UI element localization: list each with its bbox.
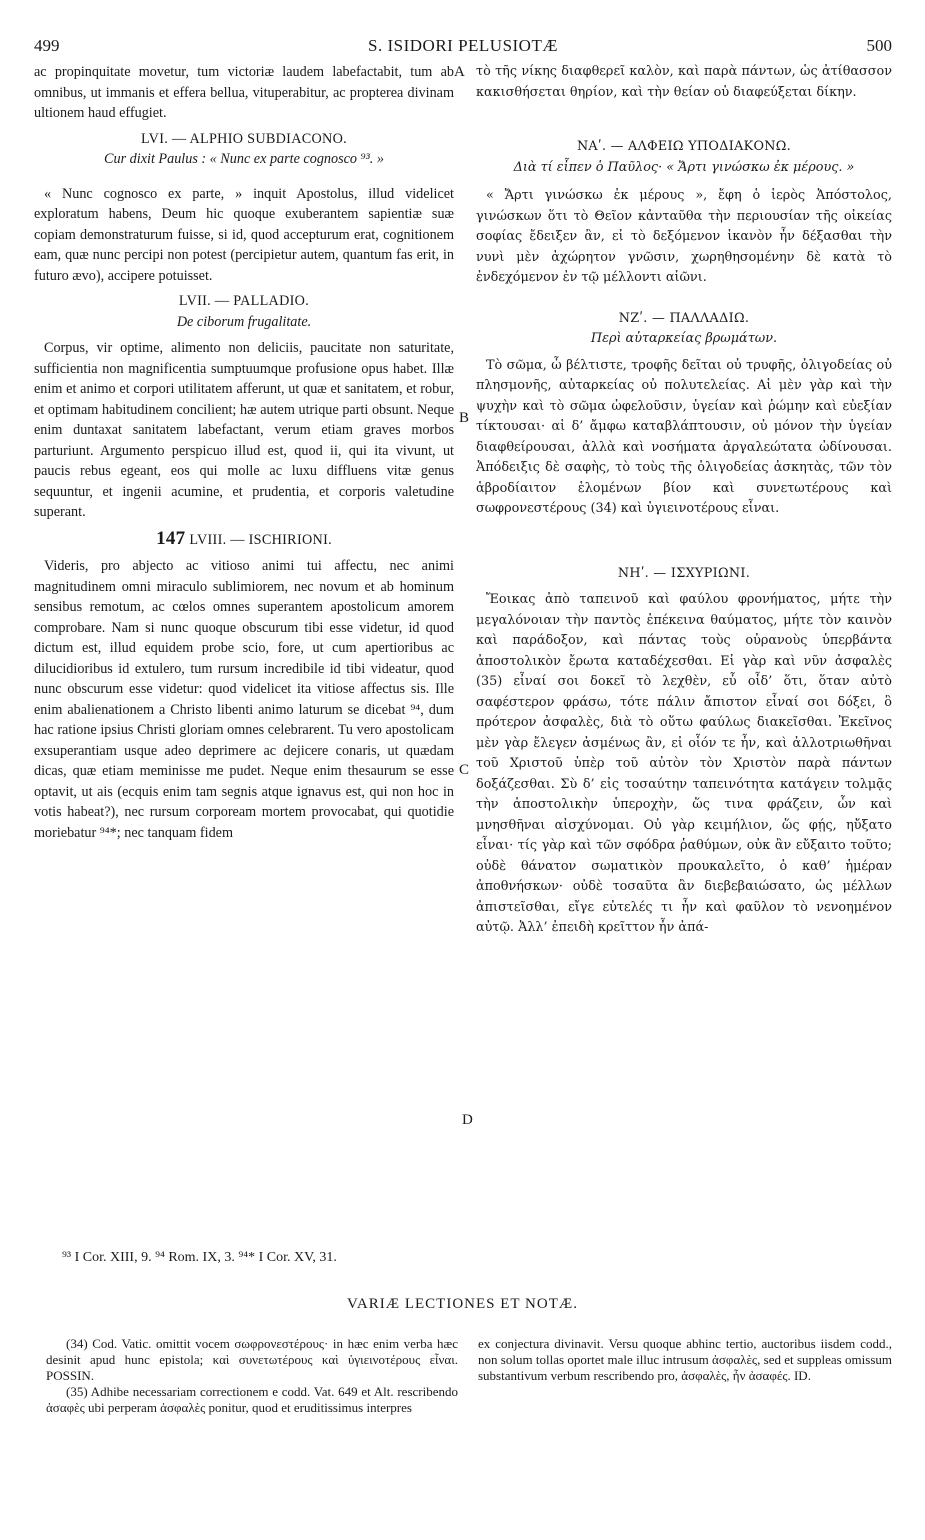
greek-letter-57-subtitle: Περὶ αὐταρκείας βρωμάτων. <box>590 331 778 346</box>
greek-intro: τὸ τῆς νίκης διαφθερεῖ καλὸν, καὶ παρὰ πάντων, ὡς ἀτίθασσον κακισθήσεται θηρίον, καὶ τὴν θείαν οὐ διαφεύξεται δίκην. <box>476 64 892 100</box>
running-title: S. ISIDORI PELUSIOTÆ <box>368 36 558 55</box>
greek-letter-56-title: ΝΑʹ. — ΑΛΦΕΙΩ ΥΠΟΔΙΑΚΟΝΩ. <box>576 139 792 154</box>
greek-letter-56-text: « Ἄρτι γινώσκω ἐκ μέρους », ἔφη ὁ ἱερὸς Ἀπόστολος, γινώσκων ὅτι τὸ Θεῖον κἀνταῦθα τὴν περιουσίαν τῆς οἰκείας σοφίας ἔδειξεν ἂν, εἰ τὸ δεξόμενον ἱκανὸν ἦν δέξασθαι τὴν νυνὶ μὲν ἀχώρητον γνῶσιν, χωρηθησομένην δὲ κατὰ τὸ ἐνδεχόμενον ἐν τῷ μέλλοντι αἰῶνι. <box>476 188 892 285</box>
latin-column <box>34 62 454 843</box>
notes-title: VARIÆ LECTIONES ET NOTÆ. <box>347 1296 578 1312</box>
note-35-continued: ex conjectura divinavit. Versu quoque abhinc tertio, auctoribus iisdem codd., non solum tollas oportet male illuc intrusum ἀσφαλὲς, sed et suppleas omissum substantivum verbum rescribendo pro, ἀσφαλὲς, ἦν ἀσαφές. ID. <box>478 1336 892 1383</box>
note-35: (35) Adhibe necessariam correctionem e codd. Vat. 649 et Alt. rescribendo ἀσαφὲς ubi perperam ἀσφαλὲς ponitur, quod et eruditissimus interpres <box>46 1384 458 1415</box>
latin-letter-58-title: LVIII. — ISCHIRIONI. <box>189 531 332 548</box>
latin-letter-56-subtitle: Cur dixit Paulus : « Nunc ex parte cognosco ⁹³. » <box>104 151 384 167</box>
greek-letter-57-title: ΝΖʹ. — ΠΑΛΛΑΔΙΩ. <box>618 310 750 326</box>
column-number: 147 <box>156 527 186 549</box>
page-number-right: 500 <box>866 36 892 55</box>
margin-letter-a: A <box>454 64 465 80</box>
greek-letter-58-title: ΝΗʹ. — ΙΣΧΥΡΙΩΝΙ. <box>617 565 751 581</box>
latin-letter-57-title: LVII. — PALLADIO. <box>178 293 310 309</box>
latin-intro: ac propinquitate movetur, tum victoriæ laudem labefactabit, tum ab omnibus, ut immanis et effera bellua, vituperabitur, ac propterea divinam ultionem haud effugiet. <box>34 64 454 121</box>
latin-letter-57-text: Corpus, vir optime, alimento non deliciis, paucitate non saturitate, sufficientia non magnificentia sumptuumque profusione opus habet. Illæ enim et animo et corpori utilitatem afferunt, ut quæ et sanitatem, et robur, et optimam habitudinem concilient; hæ autem utrique parti obsunt. Neque enim duntaxat sanitatem labefactant, verum etiam graves morbos parturiunt. Argumento perspicuo illud est, quod ii, qui ita vivunt, ut paucis rebus egeant, eos qui molle ac luxu diffluens vitæ genus sequuntur, et ingenii acumine, et prudentia, et corporis valetudine superant. <box>34 340 454 520</box>
notes-right-column <box>478 1336 892 1384</box>
notes-left-column <box>46 1336 458 1416</box>
greek-letter-57-text: Τὸ σῶμα, ὦ βέλτιστε, τροφῆς δεῖται οὐ τρυφῆς, ὀλιγοδείας οὐ πλησμονῆς, αὐταρκείας οὐ πολυτελείας. Αἱ μὲν γὰρ καὶ τὴν ψυχὴν καὶ τὸ σῶμα ὠφελοῦσιν, ὑγείαν καὶ ῥώμην καὶ εὐεξίαν τίκτουσαι· αἱ δ’ ἄμφω καταβλάπτουσιν, οὐ μόνον τὴν ὑγείαν διαφθείρουσαι, ἀλλὰ καὶ νοσήματα ἀργαλεώτατα ὠδίνουσαι. Ἀπόδειξις δὲ σαφὴς, τὸ τοὺς τῆς ὀλιγοδείας ἀσκητὰς, τῶν τὸν ἁβροδίαιτον ἑλομένων βίον καὶ συνετωτέρους καὶ σωφρονεστέρους (34) καὶ ὑγιεινοτέρους εἶναι. <box>476 357 892 516</box>
note-34: (34) Cod. Vatic. omittit vocem σωφρονεστέρους· in hæc enim verba hæc desinit apud hunc epistola; καὶ συνετωτέρους καὶ ὑγιεινοτέρους εἶναι. POSSIN. <box>46 1336 458 1383</box>
page-header <box>34 36 892 60</box>
greek-letter-56-subtitle: Διὰ τί εἶπεν ὁ Παῦλος· « Ἄρτι γινώσκω ἐκ μέρους. » <box>513 159 855 175</box>
page-number-left: 499 <box>34 36 60 55</box>
greek-column <box>476 62 892 939</box>
footnotes: ⁹³ I Cor. XIII, 9. ⁹⁴ Rom. IX, 3. ⁹⁴* I Cor. XV, 31. <box>62 1250 337 1265</box>
latin-letter-58-heading <box>34 529 454 551</box>
margin-letter-d: D <box>462 1112 473 1128</box>
greek-letter-58-text: Ἔοικας ἀπὸ ταπεινοῦ καὶ φαύλου φρονήματος, μήτε τὴν μεγαλόνοιαν τὴν παντὸς ἐπέκεινα θαύματος, μήτε τὸν καινὸν καὶ παράδοξον, καὶ πάντας τοὺς οὐρανοὺς ὑπερβάντα ἀποστολικὸν ἔρωτα καταδέχεσθαι. Εἰ γὰρ καὶ νῦν ἀσφαλὲς (35) εἶναί σοι δοκεῖ τὸ λεχθὲν, εὖ οἶδ’ ὅτι, ὅταν αὐτὸ σαφέστερον φράσω, τότε πάλιν ἄπιστον εἶναί σοι δόξει, ὃ πρότερον ἀσφαλὲς, διὰ τὸ οὕτω φαύλως διακεῖσθαι. Ἐκεῖνος μὲν γὰρ ἔλεγεν ἀσμένως ἂν, εἰ οἷόν τε ἦν, καὶ ἀλλοτριωθῆναι τοῦ Χριστοῦ ὑπὲρ τοῦ αὐτὸν τὸν Χριστὸν παρὰ πάντων δοξάζεσθαι. Σὺ δ’ εἰς τοσαύτην ταπεινότητα κατάγειν τολμᾷς τὴν ἀποστολικὴν ὑπεροχὴν, ὥς τινα φράζειν, ὧν καὶ μνησθῆναι αἰσχύνομαι. Οὐ γὰρ κειμήλιον, ὥς φῄς, ηὔξατο εἶναι· τίς γὰρ καὶ τῶν σφόδρα ῥαθύμων, οὐκ ἂν εὔξαιτο τοῦτο; οὐδὲ θάνατον σωματικὸν προυκαλεῖτο, ὁ καθ’ ἡμέραν ἀποθνήσκων· οὐδὲ τοσαῦτα ἂν διεβεβαιώσατο, ὡς μέλλων ἀπιστεῖσθαι, εἴγε εὐτελές τι ἦν καὶ φαῦλον τὸ νενοημένον αὐτῷ. Ἀλλ’ ἐπειδὴ κρεῖττον ἦν ἀπά- <box>476 592 892 935</box>
margin-letter-b: B <box>459 410 470 426</box>
latin-letter-57-subtitle: De ciborum frugalitate. <box>176 313 312 330</box>
latin-letter-58-text: Videris, pro abjecto ac vitioso animi tui affectu, nec animi magnitudinem omni miraculo sublimiorem, nec novum et ab hominum sensibus remotum, ac cœlos omnes superantem apostolicum amorem comprobare. Nam si nunc quoque obscurum tibi esse videtur, id quod dictum est, illud equidem probe scio, fore, ut cum apertioribus ac dilucidioribus id extulero, tum rursum incredibile id tibi videatur, quod nunc obscurum esse videtur: quod videlicet ita vitiose affectus sis. Ille enim abalienationem a Christo libenti animo laturum se dicebat ⁹⁴, dum hac ratione ipsius Christi gloriam omnes celebrarent. Tu vero apostolicam exsuperantiam usque adeo deprimere ac dejicere conaris, ut quædam dicas, quæ etiam meminisse me pudet. Neque enim thesaurum se esse optavit, ut ais (ecquis enim tam segnis atque ignavus est, qui non hoc in votis habeat?), nec rursum corpoream mortem provocabat, qui quotidie moriebatur ⁹⁴*; nec tanquam fidem <box>34 558 454 841</box>
latin-letter-56-text: « Nunc cognosco ex parte, » inquit Apostolus, illud videlicet exploratum habens, Deum hic quoque exuberantem sapientiæ suæ copiam demonstraturum fuisse, si id, quod accepturum erat, cognitionem eam, quæ nunc percipi non potest (percipietur autem, quantum fas erit, in futuro ævo), accipere potuisset. <box>34 185 454 284</box>
latin-letter-56-title: LVI. — ALPHIO SUBDIACONO. <box>140 130 347 147</box>
margin-letter-c: C <box>459 762 470 778</box>
